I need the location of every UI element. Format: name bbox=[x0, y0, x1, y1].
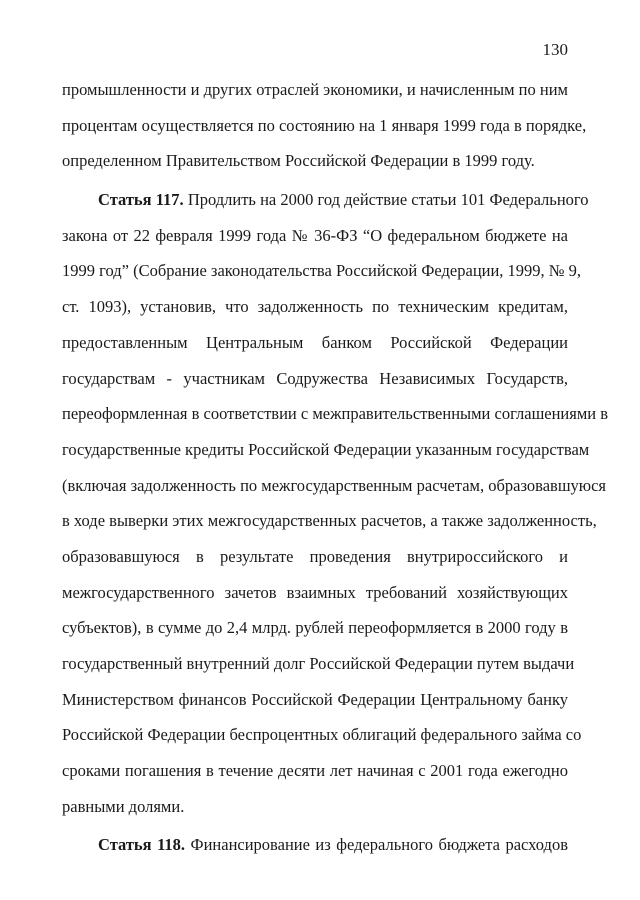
paragraph-continuation bbox=[62, 72, 587, 179]
article-118 bbox=[62, 827, 568, 863]
text-line: в ходе выверки этих межгосударственных расчетов, а также задолженность, bbox=[62, 511, 597, 531]
text-line: государственные кредиты Российской Федерации указанным государствам bbox=[62, 439, 590, 459]
article-text: Продлить на 2000 год действие статьи 101 Федерального bbox=[187, 190, 589, 210]
text-line bbox=[62, 182, 589, 218]
text-line: переоформленная в соответствии с межправительственными соглашениями в bbox=[62, 404, 609, 424]
text-line: образовавшуюся в результате проведения внутрироссийского и bbox=[62, 546, 568, 566]
text-line: межгосударственного зачетов взаимных требований хозяйствующих bbox=[62, 582, 568, 602]
article-text: Финансирование из федерального бюджета расходов bbox=[190, 835, 568, 855]
text-line: государственный внутренний долг Российской Федерации путем выдачи bbox=[62, 654, 575, 673]
text-line: определенном Правительством Российской Федерации в 1999 году. bbox=[62, 151, 535, 171]
text-line: (включая задолженность по межгосударственным расчетам, образовавшуюся bbox=[62, 475, 607, 495]
text-line: закона от 22 февраля 1999 года № 36-ФЗ “О федеральном бюджете на bbox=[62, 225, 568, 245]
document-body bbox=[62, 72, 609, 863]
text-line: процентам осуществляется по состоянию на 1 января 1999 года в порядке, bbox=[62, 115, 587, 135]
text-line: 1999 год” (Собрание законодательства Российской Федерации, 1999, № 9, bbox=[62, 261, 582, 281]
text-line bbox=[62, 827, 568, 863]
text-line: равными долями. bbox=[62, 796, 185, 816]
text-line: ст. 1093), установив, что задолженность по техническим кредитам, bbox=[62, 297, 568, 317]
article-117 bbox=[62, 182, 609, 824]
page-number: 130 bbox=[542, 40, 568, 59]
text-line: промышленности и других отраслей экономики, и начисленным по ним bbox=[62, 80, 568, 99]
text-line: субъектов), в сумме до 2,4 млрд. рублей переоформляется в 2000 году в bbox=[62, 618, 568, 638]
text-line: государствам - участникам Содружества Независимых Государств, bbox=[62, 368, 568, 388]
article-heading: Статья 117. bbox=[98, 190, 184, 210]
text-line: Российской Федерации беспроцентных облигаций федерального займа со bbox=[62, 725, 582, 745]
article-heading: Статья 118. bbox=[98, 835, 186, 855]
text-line: предоставленным Центральным банком Российской Федерации bbox=[62, 332, 568, 352]
text-line: сроками погашения в течение десяти лет начиная с 2001 года ежегодно bbox=[62, 761, 568, 781]
text-line: Министерством финансов Российской Федерации Центральному банку bbox=[62, 689, 568, 709]
